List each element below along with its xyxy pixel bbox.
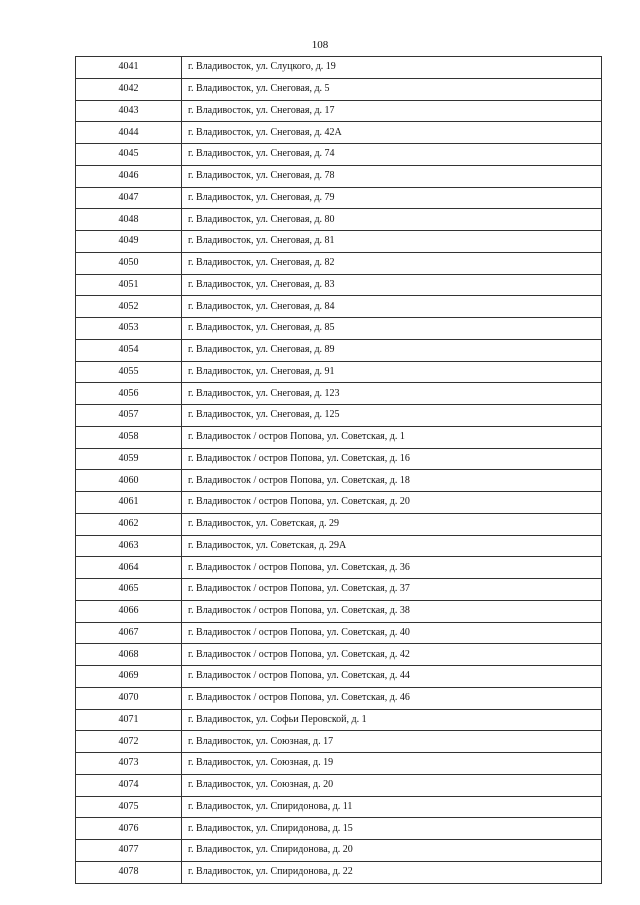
address-cell: г. Владивосток / остров Попова, ул. Советская, д. 36 — [182, 557, 602, 579]
table-row — [76, 383, 602, 405]
table-row — [76, 622, 602, 644]
address-cell: г. Владивосток, ул. Снеговая, д. 83 — [182, 274, 602, 296]
address-cell: г. Владивосток, ул. Снеговая, д. 81 — [182, 231, 602, 253]
table-row — [76, 405, 602, 427]
address-cell: г. Владивосток, ул. Снеговая, д. 84 — [182, 296, 602, 318]
table-row — [76, 753, 602, 775]
table-row — [76, 513, 602, 535]
row-number-cell: 4058 — [76, 426, 182, 448]
address-cell: г. Владивосток, ул. Спиридонова, д. 22 — [182, 861, 602, 883]
table-row — [76, 687, 602, 709]
table-row — [76, 470, 602, 492]
row-number-cell: 4073 — [76, 753, 182, 775]
table-row — [76, 535, 602, 557]
row-number-cell: 4053 — [76, 318, 182, 340]
row-number-cell: 4059 — [76, 448, 182, 470]
row-number-cell: 4045 — [76, 144, 182, 166]
table-row — [76, 187, 602, 209]
address-cell: г. Владивосток, ул. Снеговая, д. 79 — [182, 187, 602, 209]
row-number-cell: 4049 — [76, 231, 182, 253]
address-cell: г. Владивосток, ул. Снеговая, д. 123 — [182, 383, 602, 405]
table-row — [76, 252, 602, 274]
table-row — [76, 492, 602, 514]
table-row — [76, 666, 602, 688]
table-row — [76, 579, 602, 601]
row-number-cell: 4055 — [76, 361, 182, 383]
address-cell: г. Владивосток, ул. Снеговая, д. 125 — [182, 405, 602, 427]
row-number-cell: 4067 — [76, 622, 182, 644]
address-cell: г. Владивосток, ул. Снеговая, д. 82 — [182, 252, 602, 274]
table-row — [76, 100, 602, 122]
address-cell: г. Владивосток / остров Попова, ул. Советская, д. 18 — [182, 470, 602, 492]
address-cell: г. Владивосток, ул. Снеговая, д. 91 — [182, 361, 602, 383]
address-cell: г. Владивосток, ул. Снеговая, д. 17 — [182, 100, 602, 122]
row-number-cell: 4075 — [76, 796, 182, 818]
table-row — [76, 840, 602, 862]
table-row — [76, 296, 602, 318]
address-cell: г. Владивосток, ул. Софьи Перовской, д. 1 — [182, 709, 602, 731]
row-number-cell: 4041 — [76, 57, 182, 79]
table-row — [76, 231, 602, 253]
row-number-cell: 4057 — [76, 405, 182, 427]
table-row — [76, 144, 602, 166]
address-table-body — [76, 57, 602, 884]
table-row — [76, 818, 602, 840]
row-number-cell: 4063 — [76, 535, 182, 557]
row-number-cell: 4077 — [76, 840, 182, 862]
table-row — [76, 274, 602, 296]
page-number: 108 — [311, 39, 329, 51]
address-cell: г. Владивосток, ул. Снеговая, д. 74 — [182, 144, 602, 166]
address-cell: г. Владивосток / остров Попова, ул. Советская, д. 40 — [182, 622, 602, 644]
table-row — [76, 78, 602, 100]
address-cell: г. Владивосток, ул. Спиридонова, д. 20 — [182, 840, 602, 862]
row-number-cell: 4054 — [76, 339, 182, 361]
address-cell: г. Владивосток, ул. Снеговая, д. 42А — [182, 122, 602, 144]
table-row — [76, 557, 602, 579]
table-row — [76, 426, 602, 448]
row-number-cell: 4042 — [76, 78, 182, 100]
address-cell: г. Владивосток, ул. Снеговая, д. 5 — [182, 78, 602, 100]
table-row — [76, 774, 602, 796]
address-cell: г. Владивосток, ул. Спиридонова, д. 11 — [182, 796, 602, 818]
row-number-cell: 4065 — [76, 579, 182, 601]
row-number-cell: 4050 — [76, 252, 182, 274]
table-row — [76, 209, 602, 231]
table-row — [76, 861, 602, 883]
address-cell: г. Владивосток, ул. Снеговая, д. 80 — [182, 209, 602, 231]
table-row — [76, 122, 602, 144]
table-row — [76, 600, 602, 622]
row-number-cell: 4052 — [76, 296, 182, 318]
row-number-cell: 4061 — [76, 492, 182, 514]
address-cell: г. Владивосток, ул. Снеговая, д. 85 — [182, 318, 602, 340]
row-number-cell: 4043 — [76, 100, 182, 122]
address-cell: г. Владивосток / остров Попова, ул. Советская, д. 42 — [182, 644, 602, 666]
address-cell: г. Владивосток, ул. Слуцкого, д. 19 — [182, 57, 602, 79]
table-row — [76, 731, 602, 753]
address-cell: г. Владивосток, ул. Снеговая, д. 89 — [182, 339, 602, 361]
table-row — [76, 448, 602, 470]
row-number-cell: 4062 — [76, 513, 182, 535]
address-cell: г. Владивосток, ул. Союзная, д. 19 — [182, 753, 602, 775]
row-number-cell: 4072 — [76, 731, 182, 753]
address-cell: г. Владивосток, ул. Снеговая, д. 78 — [182, 165, 602, 187]
address-table — [75, 56, 602, 884]
table-row — [76, 644, 602, 666]
row-number-cell: 4071 — [76, 709, 182, 731]
row-number-cell: 4078 — [76, 861, 182, 883]
address-cell: г. Владивосток / остров Попова, ул. Советская, д. 38 — [182, 600, 602, 622]
address-cell: г. Владивосток / остров Попова, ул. Советская, д. 1 — [182, 426, 602, 448]
table-row — [76, 796, 602, 818]
table-row — [76, 165, 602, 187]
row-number-cell: 4069 — [76, 666, 182, 688]
address-cell: г. Владивосток, ул. Союзная, д. 20 — [182, 774, 602, 796]
row-number-cell: 4048 — [76, 209, 182, 231]
table-row — [76, 709, 602, 731]
row-number-cell: 4044 — [76, 122, 182, 144]
address-cell: г. Владивосток, ул. Советская, д. 29А — [182, 535, 602, 557]
row-number-cell: 4068 — [76, 644, 182, 666]
address-cell: г. Владивосток / остров Попова, ул. Советская, д. 20 — [182, 492, 602, 514]
address-cell: г. Владивосток / остров Попова, ул. Советская, д. 44 — [182, 666, 602, 688]
row-number-cell: 4076 — [76, 818, 182, 840]
row-number-cell: 4056 — [76, 383, 182, 405]
address-cell: г. Владивосток / остров Попова, ул. Советская, д. 46 — [182, 687, 602, 709]
row-number-cell: 4066 — [76, 600, 182, 622]
table-row — [76, 361, 602, 383]
row-number-cell: 4070 — [76, 687, 182, 709]
table-row — [76, 339, 602, 361]
address-cell: г. Владивосток / остров Попова, ул. Советская, д. 16 — [182, 448, 602, 470]
address-cell: г. Владивосток / остров Попова, ул. Советская, д. 37 — [182, 579, 602, 601]
row-number-cell: 4047 — [76, 187, 182, 209]
table-row — [76, 318, 602, 340]
address-cell: г. Владивосток, ул. Союзная, д. 17 — [182, 731, 602, 753]
address-cell: г. Владивосток, ул. Спиридонова, д. 15 — [182, 818, 602, 840]
row-number-cell: 4060 — [76, 470, 182, 492]
address-cell: г. Владивосток, ул. Советская, д. 29 — [182, 513, 602, 535]
row-number-cell: 4046 — [76, 165, 182, 187]
row-number-cell: 4074 — [76, 774, 182, 796]
row-number-cell: 4051 — [76, 274, 182, 296]
table-row — [76, 57, 602, 79]
row-number-cell: 4064 — [76, 557, 182, 579]
